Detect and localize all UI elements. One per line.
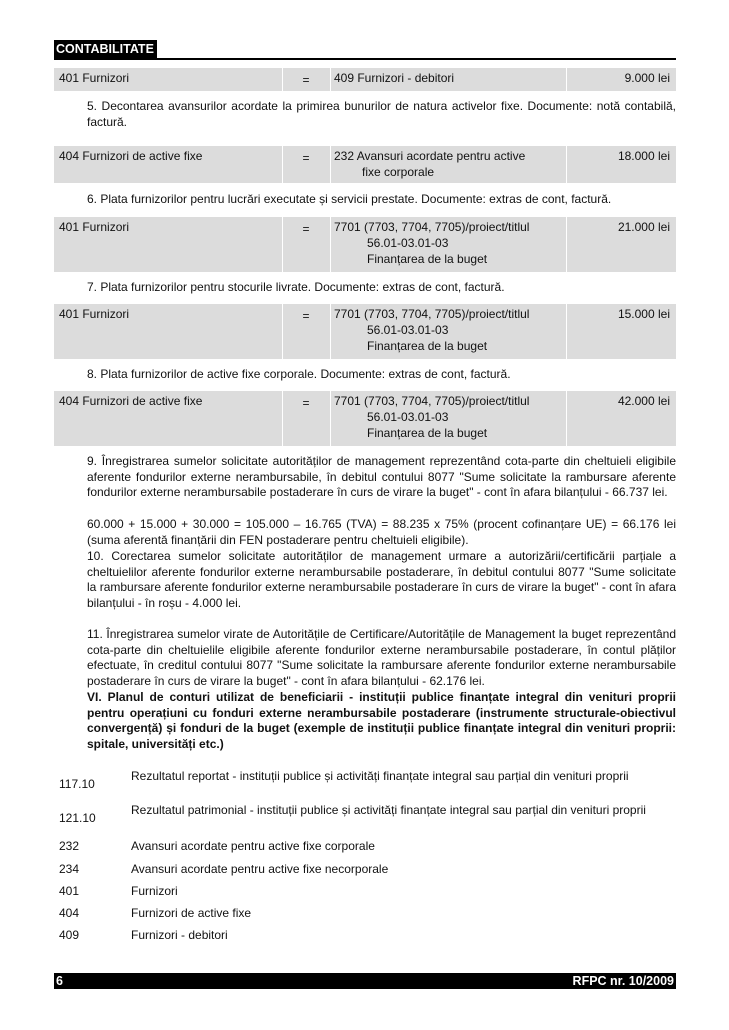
account-code: 232 [59, 839, 80, 853]
credit-line: 56.01-03.01-03 [367, 323, 449, 337]
accounting-entry [54, 390, 676, 446]
account-code: 121.10 [59, 811, 96, 825]
section-title: CONTABILITATE [54, 40, 157, 58]
paragraph-11: 11. Înregistrarea sumelor virate de Autoritățile de Certificare/Autoritățile de Management la buget reprezentând cota-parte din cheltuielile eligibile aferente fondurilor externe nerambursabile postaderare, în contul plăților efectuate, în creditul contului 8077 "Sume solicitate la rambursare aferente fondurilor externe nerambursabile postaderare în curs de virare la buget" - cont în afara bilanțului - 62.176 lei. [87, 627, 676, 688]
paragraph-6: 6. Plata furnizorilor pentru lucrări executate și servicii prestate. Documente: extras de cont, factură. [87, 192, 612, 206]
debit-account: 404 Furnizori de active fixe [59, 394, 203, 408]
debit-account: 401 Furnizori [59, 71, 130, 85]
credit-account [330, 145, 566, 183]
credit-line: 7701 (7703, 7704, 7705)/proiect/titlul [334, 394, 530, 408]
account-code: 117.10 [59, 777, 95, 791]
account-code: 404 [59, 906, 80, 920]
equals-sign: = [302, 151, 310, 165]
credit-account [330, 216, 566, 272]
account-name: Furnizori de active fixe [131, 906, 252, 920]
amount: 15.000 lei [617, 307, 670, 321]
debit-account: 404 Furnizori de active fixe [59, 149, 203, 163]
paragraph-5: 5. Decontarea avansurilor acordate la primirea bunurilor de natura activelor fixe. Documente: notă contabilă, factură. [87, 99, 676, 129]
accounting-entry [54, 216, 676, 272]
equals-sign: = [302, 222, 310, 236]
credit-line: 56.01-03.01-03 [367, 236, 449, 250]
account-name: Rezultatul patrimonial - instituții publice și activități finanțate integral sau parțial din venituri proprii [131, 803, 646, 817]
paragraph-7: 7. Plata furnizorilor pentru stocurile livrate. Documente: extras de cont, factură. [87, 280, 505, 294]
paragraph-10: 10. Corectarea sumelor solicitate autorităților de management urmare a autorizării/certificării parțiale a cheltuielilor aferente fondurilor externe nerambursabile postaderare, în debitul contului 8077 "Sume solicitate la rambursare aferente fondurilor externe nerambursabile postaderare în curs de virare la buget" - cont în afara bilanțului - în roșu - 4.000 lei. [87, 549, 676, 610]
account-row [54, 769, 676, 801]
credit-account [330, 390, 566, 446]
section-heading: VI. Planul de conturi utilizat de beneficiarii - instituții publice finanțate integral din venituri proprii pentru operațiuni cu fonduri externe nerambursabile postaderare (instrumente structurale-obiectivul convergență) și fonduri de la buget (exemple de instituții publice finanțate integral din venituri proprii: spitale, universități etc.) [87, 690, 676, 751]
equals-sign: = [302, 396, 310, 410]
credit-line: Finanțarea de la buget [367, 426, 488, 440]
credit-line: 7701 (7703, 7704, 7705)/proiect/titlul [334, 307, 530, 321]
amount: 18.000 lei [617, 149, 670, 163]
equals-sign: = [302, 73, 310, 87]
page-footer [54, 973, 676, 989]
paragraph-8: 8. Plata furnizorilor de active fixe corporale. Documente: extras de cont, factură. [87, 367, 511, 381]
page-number: 6 [56, 974, 63, 988]
account-code: 409 [59, 928, 80, 942]
debit-account: 401 Furnizori [59, 220, 130, 234]
account-name: Furnizori [131, 884, 178, 898]
account-name: Furnizori - debitori [131, 928, 228, 942]
credit-line: 7701 (7703, 7704, 7705)/proiect/titlul [334, 220, 530, 234]
account-row [54, 803, 676, 835]
credit-account [330, 303, 566, 359]
equals-sign: = [302, 309, 310, 323]
credit-line: 409 Furnizori - debitori [334, 71, 455, 85]
account-code: 234 [59, 862, 80, 876]
publication-issue: RFPC nr. 10/2009 [572, 974, 674, 988]
credit-line: fixe corporale [362, 165, 435, 179]
account-code: 401 [59, 884, 80, 898]
amount: 21.000 lei [617, 220, 670, 234]
debit-account: 401 Furnizori [59, 307, 130, 321]
credit-line: 232 Avansuri acordate pentru active [334, 149, 526, 163]
amount: 9.000 lei [624, 71, 670, 85]
account-name: Avansuri acordate pentru active fixe corporale [131, 839, 375, 853]
accounting-entry [54, 145, 676, 183]
credit-line: Finanțarea de la buget [367, 339, 488, 353]
account-name: Avansuri acordate pentru active fixe necorporale [131, 862, 389, 876]
accounting-entry [54, 303, 676, 359]
credit-account [330, 67, 566, 91]
paragraph-9-calculation: 60.000 + 15.000 + 30.000 = 105.000 – 16.765 (TVA) = 88.235 x 75% (procent cofinanțare UE) = 66.176 lei (suma aferentă finanțării din FEN postaderare pentru cheltuieli eligibile). [87, 517, 676, 547]
paragraph-9: 9. Înregistrarea sumelor solicitate autorităților de management reprezentând cota-parte din cheltuieli eligibile aferente fondurilor externe nerambursabile, în debitul contului 8077 "Sume solicitate la rambursare aferente fondurilor externe nerambursabile postaderare în curs de virare la buget" - cont în afara bilanțului - 66.737 lei. [87, 454, 676, 499]
credit-line: 56.01-03.01-03 [367, 410, 449, 424]
credit-line: Finanțarea de la buget [367, 252, 488, 266]
amount: 42.000 lei [617, 394, 670, 408]
accounting-entry [54, 67, 676, 91]
account-name: Rezultatul reportat - instituții publice și activități finanțate integral sau parțial din venituri proprii [131, 769, 629, 783]
header-rule [54, 58, 676, 60]
